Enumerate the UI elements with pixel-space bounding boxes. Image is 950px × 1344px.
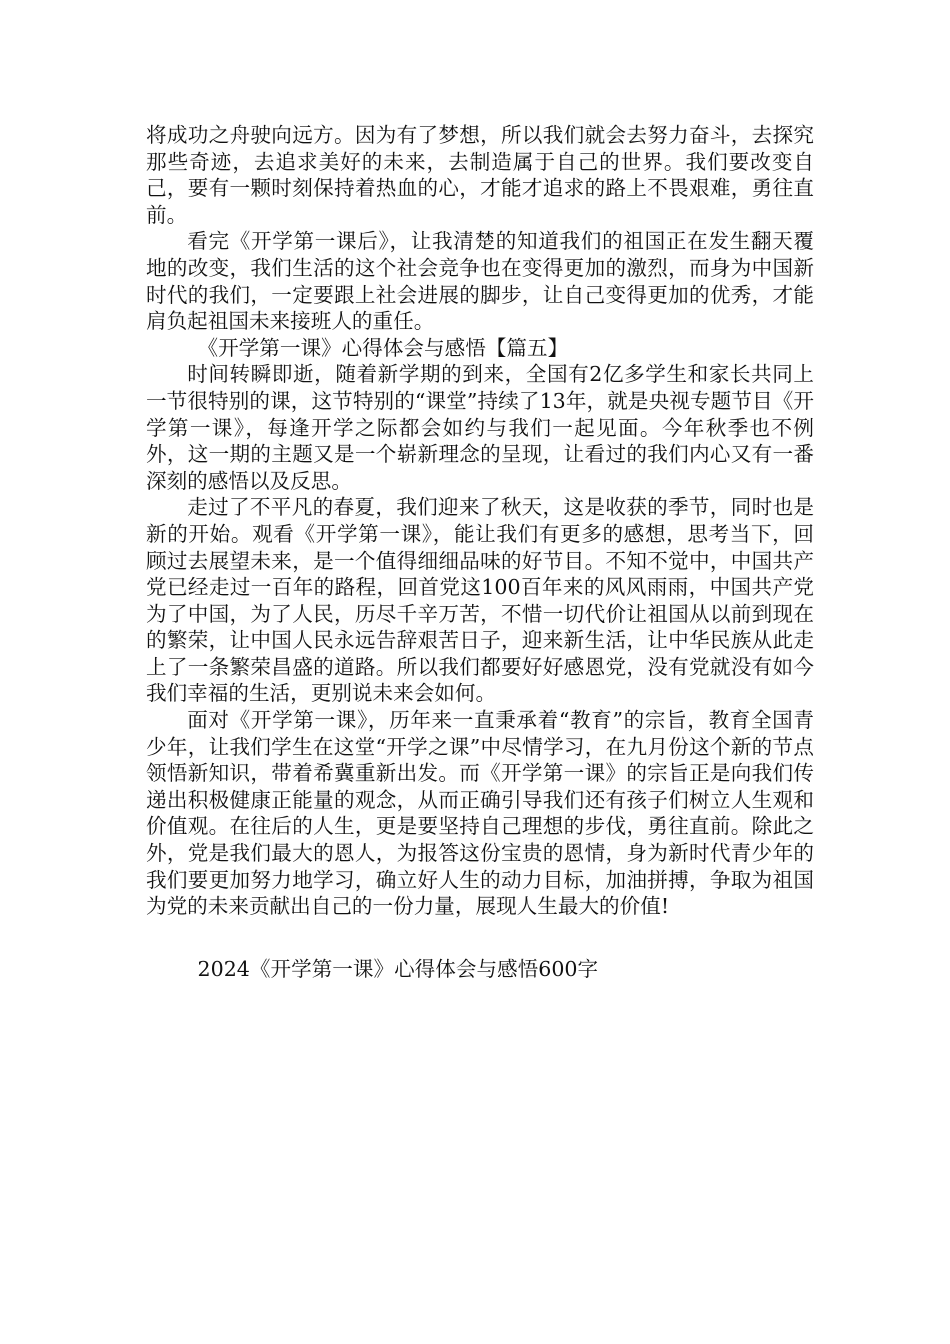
paragraph-after-watching: 看完《开学第一课后》，让我清楚的知道我们的祖国正在发生翻天覆地的改变，我们生活的这个社会竞争也在变得更加的激烈，而身为中国新时代的我们，一定要跟上社会进展的脚步，让自己变得更加的优秀，才能肩负起祖国未来接班人的重任。	[146, 229, 814, 334]
section-heading-part-five: 《开学第一课》心得体会与感悟【篇五】	[197, 335, 569, 360]
paragraph-new-semester: 时间转瞬即逝，随着新学期的到来，全国有2亿多学生和家长共同上一节很特别的课，这节特别的“课堂”持续了13年，就是央视专题节目《开学第一课》，每逢开学之际都会如约与我们一起见面。今年秋季也不例外，这一期的主题又是一个崭新理念的呈现，让看过的我们内心又有一番深刻的感悟以及反思。	[146, 362, 814, 493]
document-page	[146, 122, 814, 983]
document-footer-title: 2024《开学第一课》心得体会与感悟600字	[197, 957, 599, 982]
paragraph-autumn: 走过了不平凡的春夏，我们迎来了秋天，这是收获的季节，同时也是新的开始。观看《开学第一课》，能让我们有更多的感想，思考当下，回顾过去展望未来，是一个值得细细品味的好节目。不知不觉中，中国共产党已经走过一百年的路程，回首党这100百年来的风风雨雨，中国共产党为了中国，为了人民，历尽千辛万苦，不惜一切代价让祖国从以前到现在的繁荣，让中国人民永远告辞艰苦日子，迎来新生活，让中华民族从此走上了一条繁荣昌盛的道路。所以我们都要好好感恩党，没有党就没有如今我们幸福的生活，更别说未来会如何。	[146, 495, 814, 706]
paragraph-continuation: 将成功之舟驶向远方。因为有了梦想，所以我们就会去努力奋斗，去探究那些奇迹，去追求美好的未来，去制造属于自己的世界。我们要改变自己，要有一颗时刻保持着热血的心，才能才追求的路上不畏艰难，勇往直前。	[146, 123, 814, 227]
paragraph-education-purpose: 面对《开学第一课》，历年来一直秉承着“教育”的宗旨，教育全国青少年，让我们学生在这堂“开学之课”中尽情学习，在九月份这个新的节点领悟新知识，带着希冀重新出发。而《开学第一课》的宗旨正是向我们传递出积极健康正能量的观念，从而正确引导我们还有孩子们树立人生观和价值观。在往后的人生，更是要坚持自己理想的步伐，勇往直前。除此之外，党是我们最大的恩人，为报答这份宝贵的恩情，身为新时代青少年的我们要更加努力地学习，确立好人生的动力目标，加油拼搏，争取为祖国为党的未来贡献出自己的一份力量，展现人生最大的价值!	[146, 708, 814, 919]
blank-line	[146, 920, 814, 947]
